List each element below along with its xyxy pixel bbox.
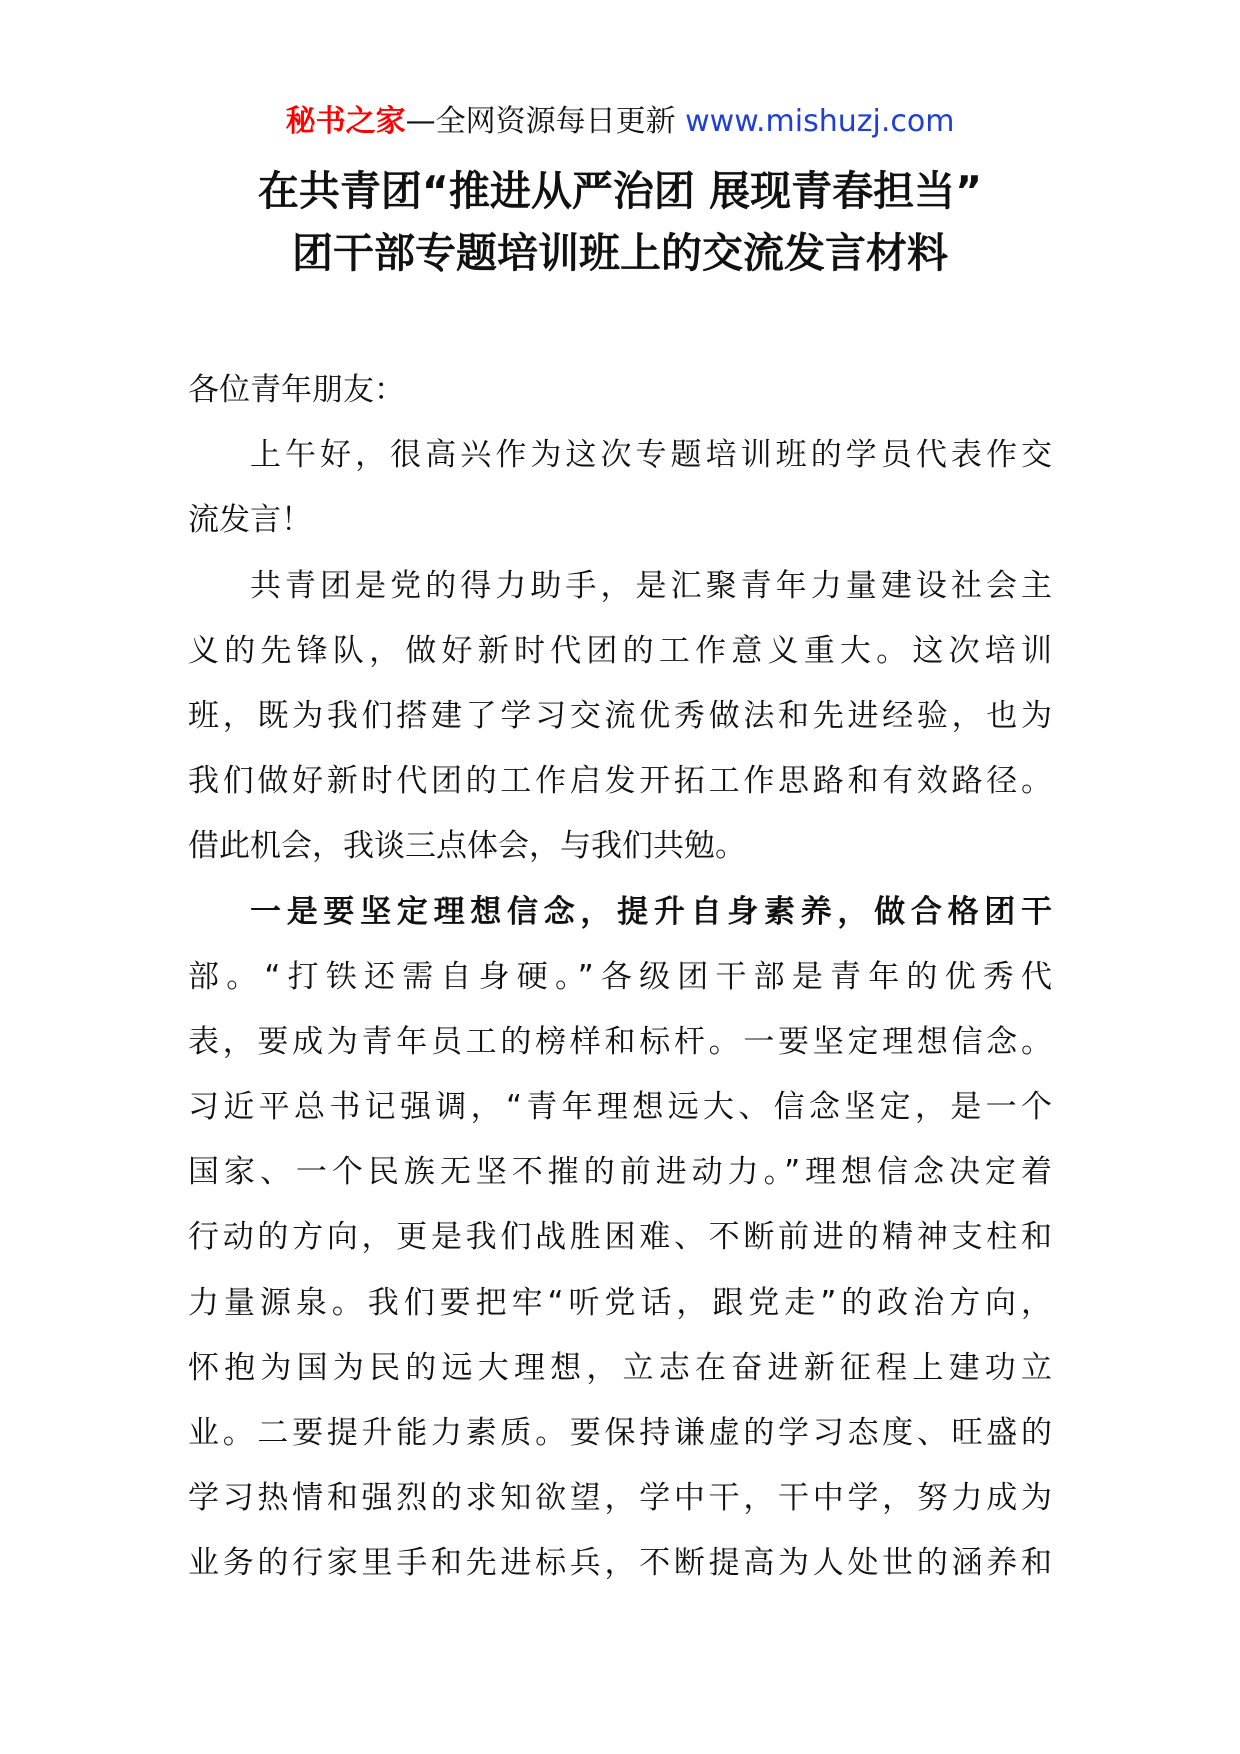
document-title: [120, 160, 1120, 284]
paragraph-line: 行动的方向，更是我们战胜困难、不断前进的精神支柱和: [188, 1219, 1052, 1256]
banner-slogan: —全网资源每日更新: [405, 104, 676, 139]
paragraph-line: 流发言！: [188, 502, 312, 539]
paragraph-line: 力量源泉。我们要把牢“听党话，跟党走”的政治方向，: [188, 1284, 1052, 1321]
paragraph-line: 义的先锋队，做好新时代团的工作意义重大。这次培训: [188, 632, 1052, 669]
paragraph-line: 国家、一个民族无坚不摧的前进动力。”理想信念决定着: [188, 1154, 1052, 1191]
paragraph-line: 怀抱为国为民的远大理想，立志在奋进新征程上建功立: [188, 1349, 1052, 1386]
greeting: 各位青年朋友：: [188, 372, 405, 408]
paragraph-line: 上午好，很高兴作为这次专题培训班的学员代表作交: [250, 437, 1052, 474]
paragraph-line: 部。“打铁还需自身硬。”各级团干部是青年的优秀代: [188, 958, 1052, 995]
site-banner: [0, 102, 1240, 142]
banner-url-link[interactable]: www.mishuzj.com: [685, 104, 955, 139]
paragraph-line: 学习热情和强烈的求知欲望，学中干，干中学，努力成为: [188, 1480, 1052, 1517]
title-line-1: 在共青团“推进从严治团 展现青春担当”: [257, 167, 983, 215]
paragraph-line: 习近平总书记强调，“青年理想远大、信念坚定，是一个: [188, 1089, 1052, 1126]
paragraph-line: 借此机会，我谈三点体会，与我们共勉。: [188, 828, 746, 865]
paragraph-line: 业。二要提升能力素质。要保持谦虚的学习态度、旺盛的: [188, 1415, 1052, 1451]
paragraph-line: 表，要成为青年员工的榜样和标杆。一要坚定理想信念。: [188, 1023, 1052, 1060]
document-body: [188, 358, 1052, 1597]
title-line-2: 团干部专题培训班上的交流发言材料: [292, 229, 948, 277]
brand-name: 秘书之家: [285, 104, 406, 139]
section-heading: 一是要坚定理想信念，提升自身素养，做合格团干: [250, 893, 1052, 930]
paragraph-line: 共青团是党的得力助手，是汇聚青年力量建设社会主: [250, 567, 1052, 604]
paragraph-line: 业务的行家里手和先进标兵，不断提高为人处世的涵养和: [188, 1545, 1052, 1582]
paragraph-line: 我们做好新时代团的工作启发开拓工作思路和有效路径。: [188, 763, 1052, 800]
paragraph-line: 班，既为我们搭建了学习交流优秀做法和先进经验，也为: [188, 697, 1052, 734]
